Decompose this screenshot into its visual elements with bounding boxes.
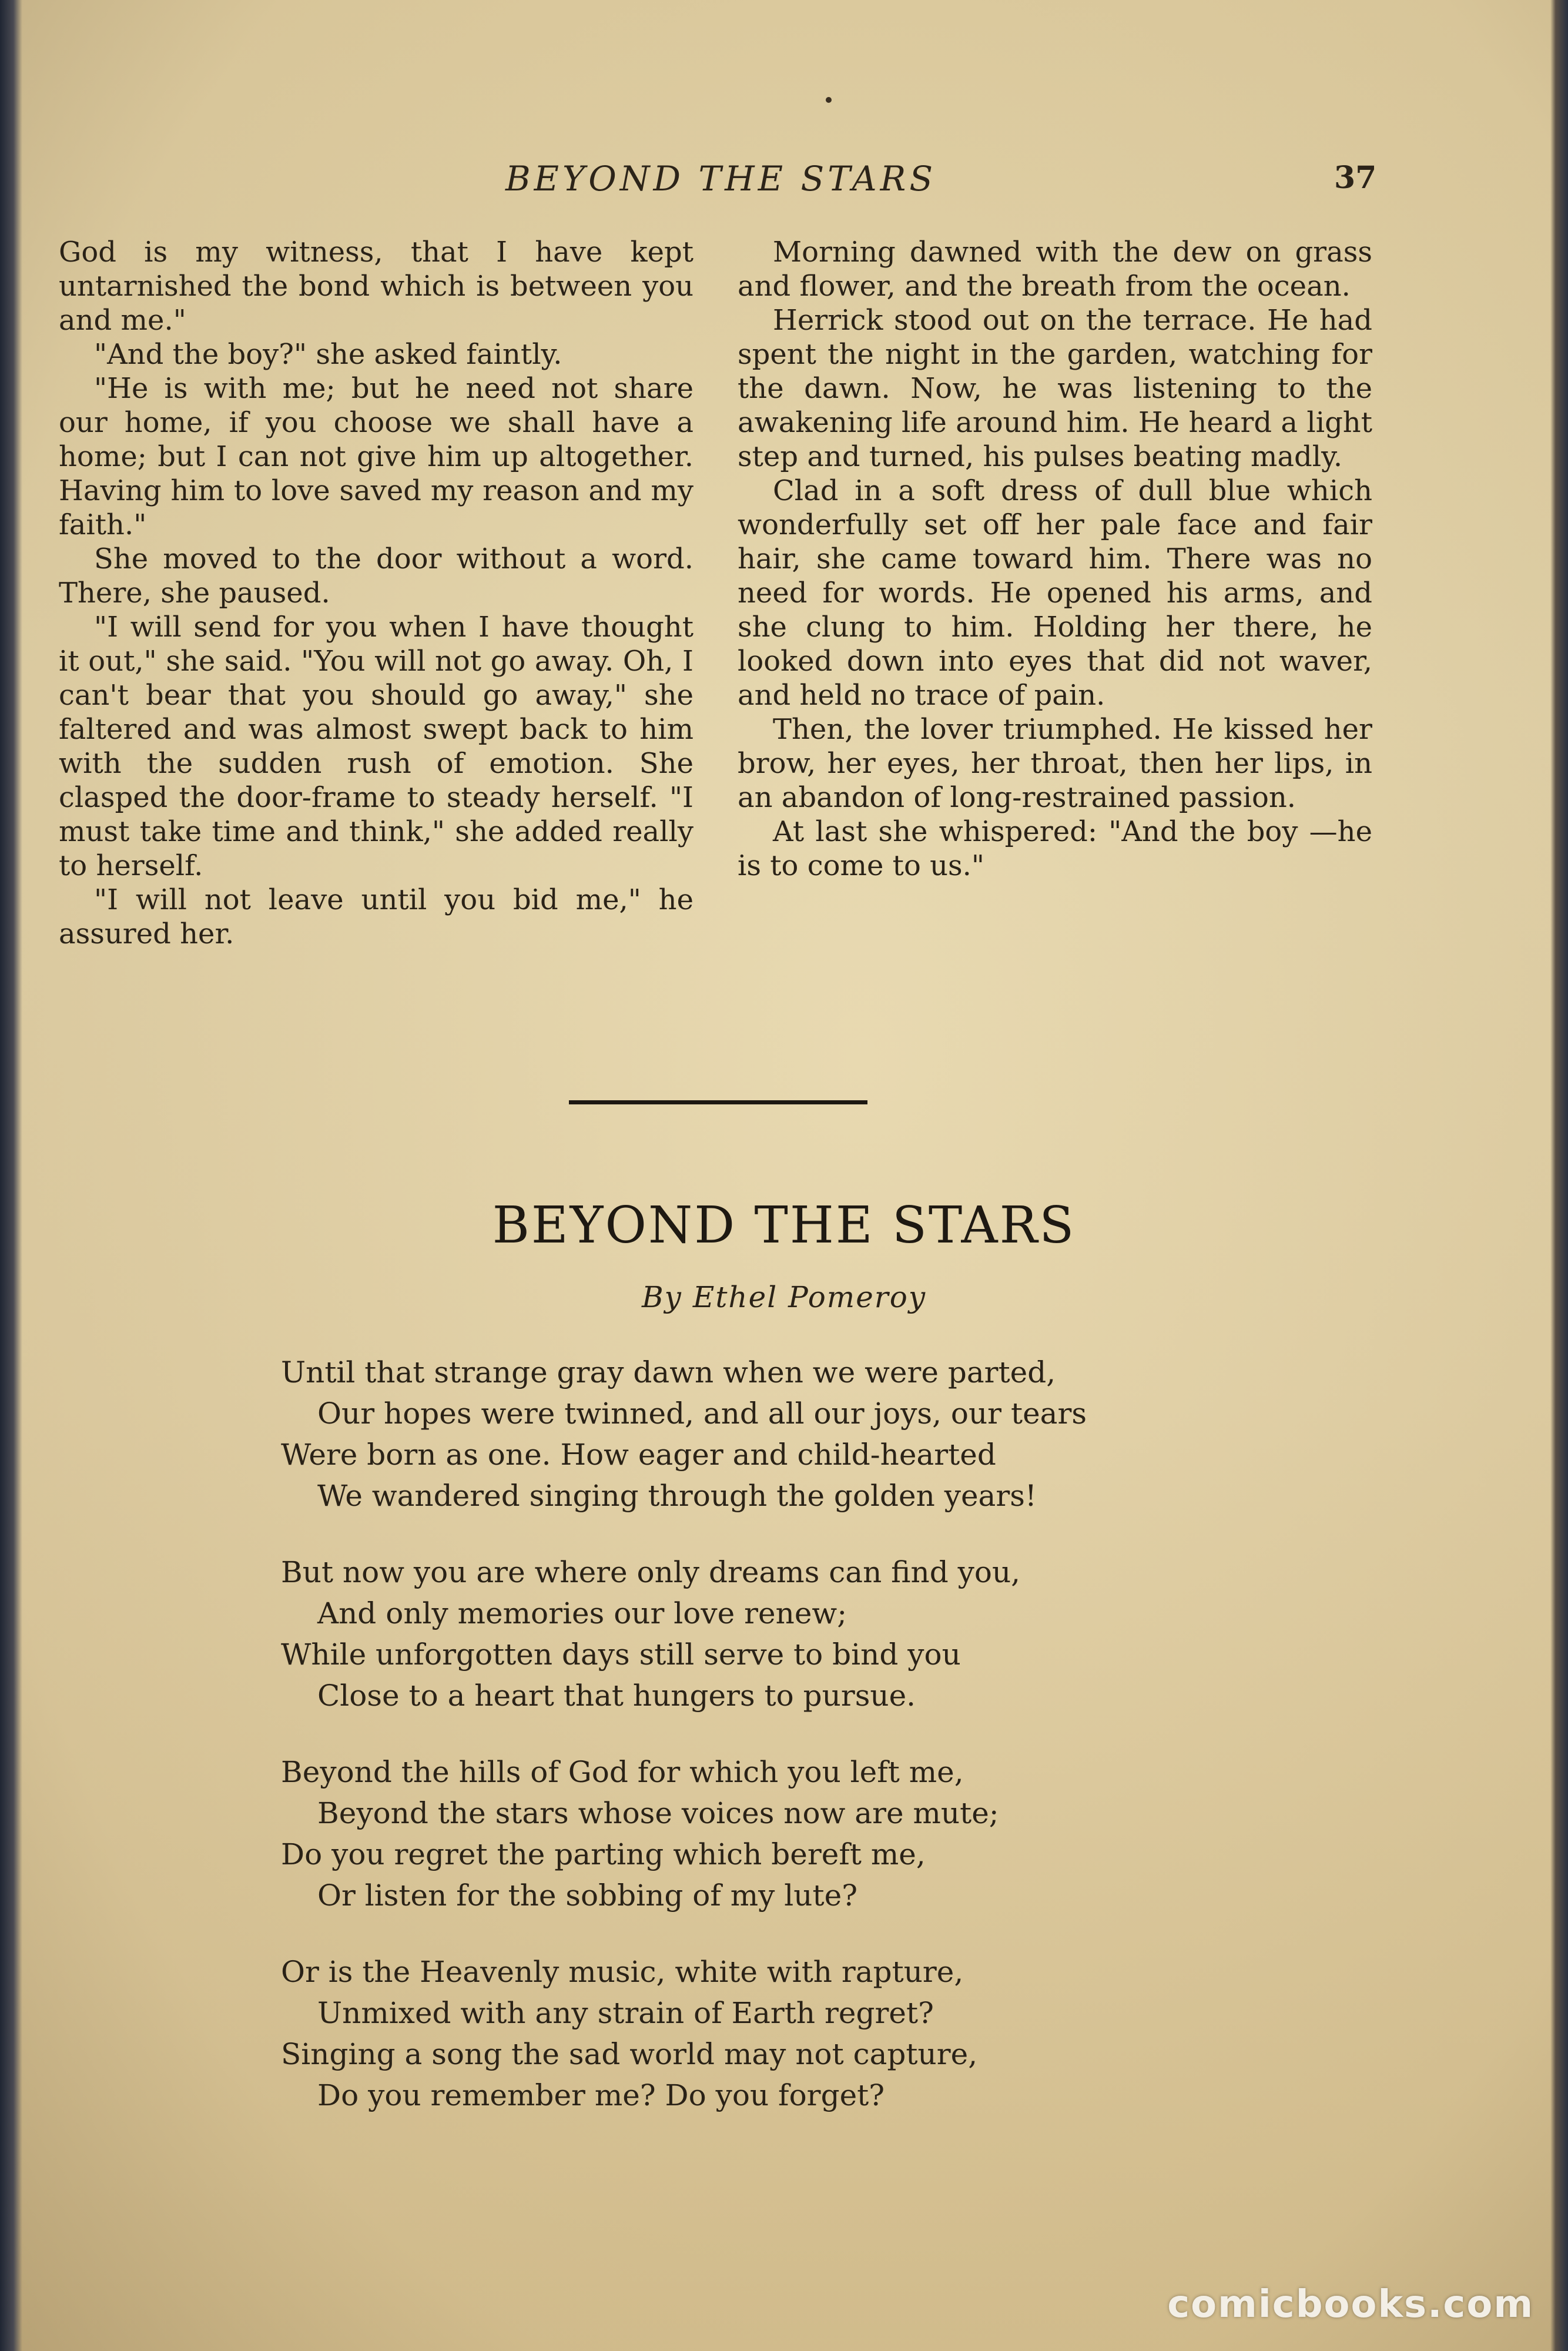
page-left-edge xyxy=(0,0,22,2351)
poem-line: Close to a heart that hungers to pursue. xyxy=(317,1679,916,1713)
poem-line: Do you regret the parting which bereft me, xyxy=(281,1837,926,1871)
paragraph: Herrick stood out on the terrace. He had spent the night in the garden, watching for the dawn. Now, he was listening to the awakening life around him. He heard a light step and turned, his pulses beating madly. xyxy=(738,304,1372,473)
poem-line: Or listen for the sobbing of my lute? xyxy=(317,1878,857,1913)
running-head-title: BEYOND THE STARS xyxy=(505,159,937,199)
poem-line: Do you remember me? Do you forget? xyxy=(317,2078,885,2112)
section-divider xyxy=(569,1100,867,1104)
paragraph: "I will not leave until you bid me," he assured her. xyxy=(59,883,693,950)
paragraph: Clad in a soft dress of dull blue which wonderfully set off her pale face and fair hair, she came toward him. There was no need for words. He opened his arms, and she clung to him. Holding her there, he looked down into eyes that did not waver, and held no trace of pain. xyxy=(738,474,1372,712)
poem-line: Until that strange gray dawn when we were parted, xyxy=(281,1355,1056,1389)
poem-line: Singing a song the sad world may not capture, xyxy=(281,2037,978,2071)
poem-line: Or is the Heavenly music, white with rapture, xyxy=(281,1955,964,1989)
story-column-left xyxy=(59,235,693,951)
page-right-edge xyxy=(1550,0,1568,2351)
poem-body xyxy=(281,1352,1280,2151)
running-header xyxy=(0,159,1568,206)
poem-line: Were born as one. How eager and child-hearted xyxy=(281,1438,996,1472)
poem-stanza xyxy=(281,1951,1280,2116)
paragraph: At last she whispered: "And the boy —he is to come to us." xyxy=(738,815,1372,882)
site-watermark: comicbooks.com xyxy=(1167,2283,1534,2326)
poem-line: But now you are where only dreams can find you, xyxy=(281,1555,1021,1589)
poem-line: We wandered singing through the golden years! xyxy=(317,1479,1037,1513)
poem-line: Beyond the stars whose voices now are mute; xyxy=(317,1796,999,1830)
paragraph: She moved to the door without a word. There, she paused. xyxy=(59,542,693,609)
poem-line: While unforgotten days still serve to bind you xyxy=(281,1637,961,1672)
ink-speck xyxy=(826,97,832,103)
poem-line: And only memories our love renew; xyxy=(317,1596,847,1630)
paragraph: "He is with me; but he need not share our home, if you choose we shall have a home; but I can not give him up altogether. Having him to love saved my reason and my faith." xyxy=(59,372,693,541)
paragraph: Morning dawned with the dew on grass and flower, and the breath from the ocean. xyxy=(738,236,1372,303)
poem-byline: By Ethel Pomeroy xyxy=(641,1280,927,1314)
poem-line: Beyond the hills of God for which you left me, xyxy=(281,1755,964,1789)
poem-stanza xyxy=(281,1552,1280,1716)
poem-stanza xyxy=(281,1751,1280,1916)
page-number: 37 xyxy=(1334,160,1377,196)
paragraph: God is my witness, that I have kept untarnished the bond which is between you and me." xyxy=(59,236,693,337)
poem-stanza xyxy=(281,1352,1280,1516)
poem-line: Unmixed with any strain of Earth regret? xyxy=(317,1996,934,2030)
paragraph: Then, the lover triumphed. He kissed her brow, her eyes, her throat, then her lips, in an abandon of long-restrained passion. xyxy=(738,713,1372,814)
poem-title: BEYOND THE STARS xyxy=(492,1196,1076,1255)
paragraph: "I will send for you when I have thought it out," she said. "You will not go away. Oh, I can't bear that you should go away," she faltered and was almost swept back to him with the sudden rush of emotion. She clasped the door-frame to steady herself. "I must take time and think," she added really to herself. xyxy=(59,611,693,882)
paragraph: "And the boy?" she asked faintly. xyxy=(94,338,562,371)
story-column-right xyxy=(738,235,1372,883)
poem-line: Our hopes were twinned, and all our joys, our tears xyxy=(317,1396,1087,1431)
